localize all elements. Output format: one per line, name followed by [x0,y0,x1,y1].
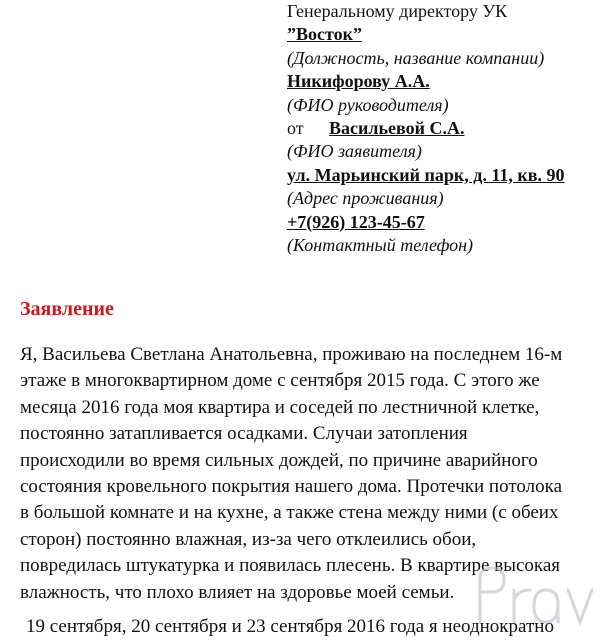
body-line-partial: 19 сентября, 20 сентября и 23 сентября 2016 года я неоднократно [26,616,554,637]
body-line: в большой комнате и на кухне, а также стена между ними (с обеих [20,502,559,524]
body-line: происходили во время сильных дождей, по причине аварийного [20,449,538,471]
applicant-phone: +7(926) 123-45-67 [287,211,425,232]
address-hint: (Адрес проживания) [287,188,444,209]
applicant-line [287,117,607,140]
addressee-block [287,0,607,257]
company-name: ”Восток” [287,24,362,45]
body-line: повредилась штукатурка и появилась плесень. В квартире высокая [20,555,561,577]
body-line: состояния кровельного покрытия нашего дома. Протечки потолока [20,476,563,498]
addressee-position: Генеральному директору УК [287,1,508,21]
body-line: влажность, что плохо влияет на здоровье моей семьи. [20,581,455,603]
document-title: Заявление [20,298,114,320]
applicant-name: Васильевой С.А. [329,118,465,139]
director-name: Никифорову А.А. [287,71,430,92]
body-line: постоянно затапливается осадками. Случаи затопления [20,423,468,445]
applicant-hint: (ФИО заявителя) [287,141,422,162]
applicant-address: ул. Марьинский парк, д. 11, кв. 90 [287,164,565,185]
body-line: этаже в многоквартирном доме с сентября 2015 года. С этого же [20,370,540,392]
body-line: месяца 2016 года моя квартира и соседей по лестничной клетке, [20,396,540,418]
body-line: Я, Васильева Светлана Анатольевна, проживаю на последнем 16-м [20,344,563,365]
phone-hint: (Контактный телефон) [287,235,474,256]
document-body [20,342,580,606]
body-line: сторон) постоянно влажная, из-за чего отклеились обои, [20,528,477,550]
company-hint: (Должность, название компании) [287,47,545,68]
from-word: от [287,118,304,139]
director-hint: (ФИО руководителя) [287,94,449,115]
